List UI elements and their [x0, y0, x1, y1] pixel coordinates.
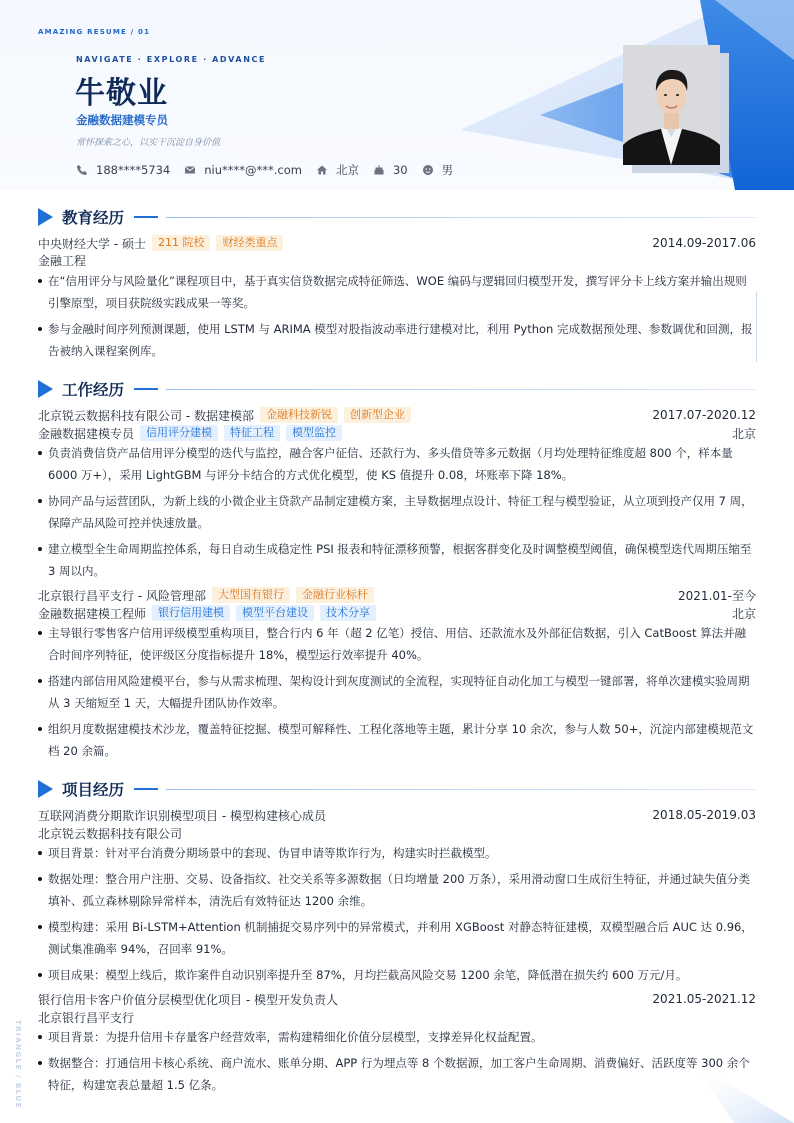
- education-major-row: [38, 251, 756, 269]
- corner-decoration: [674, 1063, 794, 1123]
- profile-photo: [623, 45, 720, 165]
- section-title: 工作经历: [62, 381, 125, 399]
- section-projects: [38, 779, 756, 799]
- resume-kicker: AMAZING RESUME / 01: [38, 28, 151, 36]
- resume-header: [0, 0, 794, 190]
- list-item: 负责消费信贷产品信用评分模型的迭代与监控，融合客户征信、还款行为、多头借贷等多元数据（月均处理特征维度超 800 个，样本量 6000 万+），采用 LightGBM 与评分卡结合的方式优化模型，使 KS 值提升 0.08，坏账率下降 18%。: [38, 442, 756, 486]
- list-item: 模型构建：采用 Bi-LSTM+Attention 机制捕捉交易序列中的异常模式，并利用 XGBoost 对静态特征建模，双模型融合后 AUC 达 0.96，测试集准确率 94%，召回率 91%。: [38, 916, 756, 960]
- mail-icon: [184, 164, 196, 176]
- skill-tag: 模型监控: [286, 425, 342, 441]
- section-dash: [134, 788, 158, 790]
- skill-tag: 信用评分建模: [140, 425, 218, 441]
- candidate-name: 牛敬业: [75, 76, 168, 111]
- age: 30: [392, 163, 408, 177]
- phone-icon: [76, 164, 88, 176]
- contact-email: [184, 163, 302, 177]
- role-title: 金融数据建模专员: [38, 426, 135, 441]
- section-dash: [134, 388, 158, 390]
- person-portrait-icon: [623, 45, 720, 165]
- work-role-row: [38, 424, 756, 442]
- project-bullets: [38, 1026, 756, 1100]
- skill-tag: 特征工程: [224, 425, 280, 441]
- company-name: 北京锐云数据科技有限公司 - 数据建模部: [38, 408, 254, 423]
- section-work: [38, 379, 756, 399]
- education-date: 2014.09-2017.06: [652, 236, 756, 250]
- major: 金融工程: [38, 253, 87, 268]
- project-org: 北京银行昌平支行: [38, 1010, 135, 1025]
- work-date: 2017.07-2020.12: [652, 408, 756, 422]
- company-tag: 创新型企业: [344, 407, 411, 423]
- skill-tag: 技术分享: [320, 605, 376, 621]
- school-tag: 211 院校: [152, 235, 211, 251]
- contact-bar: [76, 162, 467, 178]
- list-item: 参与金融时间序列预测课题，使用 LSTM 与 ARIMA 模型对股指波动率进行建模对比，利用 Python 完成数据预处理、参数调优和回测，报告被纳入课程案例库。: [38, 318, 756, 362]
- list-item: 在“信用评分与风险量化”课程项目中，基于真实信贷数据完成特征筛选、WOE 编码与逻辑回归模型开发，撰写评分卡上线方案并输出规则引擎原型，项目获院级实践成果一等奖。: [38, 270, 756, 314]
- email-address: niu****@***.com: [204, 163, 302, 177]
- motto-english: NAVIGATE · EXPLORE · ADVANCE: [76, 55, 267, 64]
- education-bullets: [38, 270, 756, 366]
- home-icon: [316, 164, 328, 176]
- school-name: 中央财经大学 - 硕士: [38, 236, 146, 251]
- city: 北京: [335, 163, 359, 177]
- project-header-row: [38, 806, 756, 824]
- work-bullets: [38, 622, 756, 766]
- tagline: 常怀探索之心，以实干沉淀自身价值: [76, 138, 221, 148]
- face-icon: [422, 164, 434, 176]
- project-date: 2018.05-2019.03: [652, 808, 756, 822]
- project-name: 银行信用卡客户价值分层模型优化项目 - 模型开发负责人: [38, 992, 338, 1007]
- project-org-row: [38, 824, 756, 842]
- company-tag: 金融行业标杆: [296, 587, 374, 603]
- list-item: 组织月度数据建模技术沙龙，覆盖特征挖掘、模型可解释性、工程化落地等主题，累计分享 10 余次，参与人数 50+，沉淀内部建模规范文档 20 余篇。: [38, 718, 756, 762]
- list-item: 数据处理：整合用户注册、交易、设备指纹、社交关系等多源数据（日均增量 200 万条），采用滑动窗口生成衍生特征，并通过缺失值分类填补、孤立森林剔除异常样本，清洗后有效特征达 1200 余维。: [38, 868, 756, 912]
- project-name: 互联网消费分期欺诈识别模型项目 - 模型构建核心成员: [38, 808, 326, 823]
- list-item: 数据整合：打通信用卡核心系统、商户流水、账单分期、APP 行为埋点等 8 个数据源，加工客户生命周期、消费偏好、活跃度等 300 余个特征，构建宽表总量超 1.5 亿条。: [38, 1052, 756, 1096]
- company-name: 北京银行昌平支行 - 风险管理部: [38, 588, 206, 603]
- job-title: 金融数据建模专员: [76, 113, 168, 127]
- vertical-watermark: TRIANGLE / BLUE: [14, 1020, 22, 1109]
- work-header-row: [38, 586, 756, 604]
- list-item: 项目背景：针对平台消费分期场景中的套现、伪冒申请等欺诈行为，构建实时拦截模型。: [38, 842, 756, 864]
- section-education: [38, 207, 756, 227]
- triangle-marker-icon: [38, 780, 53, 798]
- skill-tag: 模型平台建设: [236, 605, 314, 621]
- contact-phone: [76, 163, 170, 177]
- list-item: 项目成果：模型上线后，欺诈案件自动识别率提升至 87%，月均拦截高风险交易 1200 余笔，降低潜在损失约 600 万元/月。: [38, 964, 756, 986]
- triangle-marker-icon: [38, 208, 53, 226]
- list-item: 协同产品与运营团队，为新上线的小微企业主贷款产品制定建模方案，主导数据埋点设计、特征工程与模型验证，从立项到投产仅用 7 周，保障产品风险可控并快速放量。: [38, 490, 756, 534]
- project-org: 北京锐云数据科技有限公司: [38, 826, 183, 841]
- work-city: 北京: [731, 426, 756, 441]
- skill-tag: 银行信用建模: [152, 605, 230, 621]
- company-tag: 大型国有银行: [212, 587, 290, 603]
- project-date: 2021.05-2021.12: [652, 992, 756, 1006]
- work-header-row: [38, 406, 756, 424]
- side-rule: [756, 292, 757, 362]
- contact-gender: [422, 162, 454, 178]
- list-item: 建立模型全生命周期监控体系，每日自动生成稳定性 PSI 报表和特征漂移预警，根据客群变化及时调整模型阈值，确保模型迭代周期压缩至 3 周以内。: [38, 538, 756, 582]
- section-dash: [134, 216, 158, 218]
- list-item: 搭建内部信用风险建模平台，参与从需求梳理、架构设计到灰度测试的全流程，实现特征自动化加工与模型一键部署，将单次建模实验周期从 3 天缩短至 1 天，大幅提升团队协作效率。: [38, 670, 756, 714]
- section-divider: [166, 217, 756, 218]
- list-item: 主导银行零售客户信用评级模型重构项目，整合行内 6 年（超 2 亿笔）授信、用信、还款流水及外部征信数据，引入 CatBoost 算法并融合时间序列特征，使评级区分度指标提升 18%，模型运行效率提升 40%。: [38, 622, 756, 666]
- list-item: 项目背景：为提升信用卡存量客户经营效率，需构建精细化价值分层模型，支撑差异化权益配置。: [38, 1026, 756, 1048]
- work-date: 2021.01-至今: [678, 588, 756, 603]
- phone-number: 188****5734: [96, 163, 171, 177]
- work-bullets: [38, 442, 756, 586]
- work-role-row: [38, 604, 756, 622]
- section-divider: [166, 389, 756, 390]
- triangle-marker-icon: [38, 380, 53, 398]
- contact-city: [316, 162, 359, 178]
- section-title: 教育经历: [62, 209, 125, 227]
- school-tag: 财经类重点: [216, 235, 283, 251]
- education-header-row: [38, 234, 756, 252]
- role-title: 金融数据建模工程师: [38, 606, 147, 621]
- contact-age: [373, 163, 408, 177]
- project-org-row: [38, 1008, 756, 1026]
- cake-icon: [373, 164, 385, 176]
- project-header-row: [38, 990, 756, 1008]
- section-title: 项目经历: [62, 781, 125, 799]
- gender: 男: [441, 163, 454, 177]
- company-tag: 金融科技新锐: [260, 407, 338, 423]
- section-divider: [166, 789, 756, 790]
- project-bullets: [38, 842, 756, 990]
- work-city: 北京: [731, 606, 756, 621]
